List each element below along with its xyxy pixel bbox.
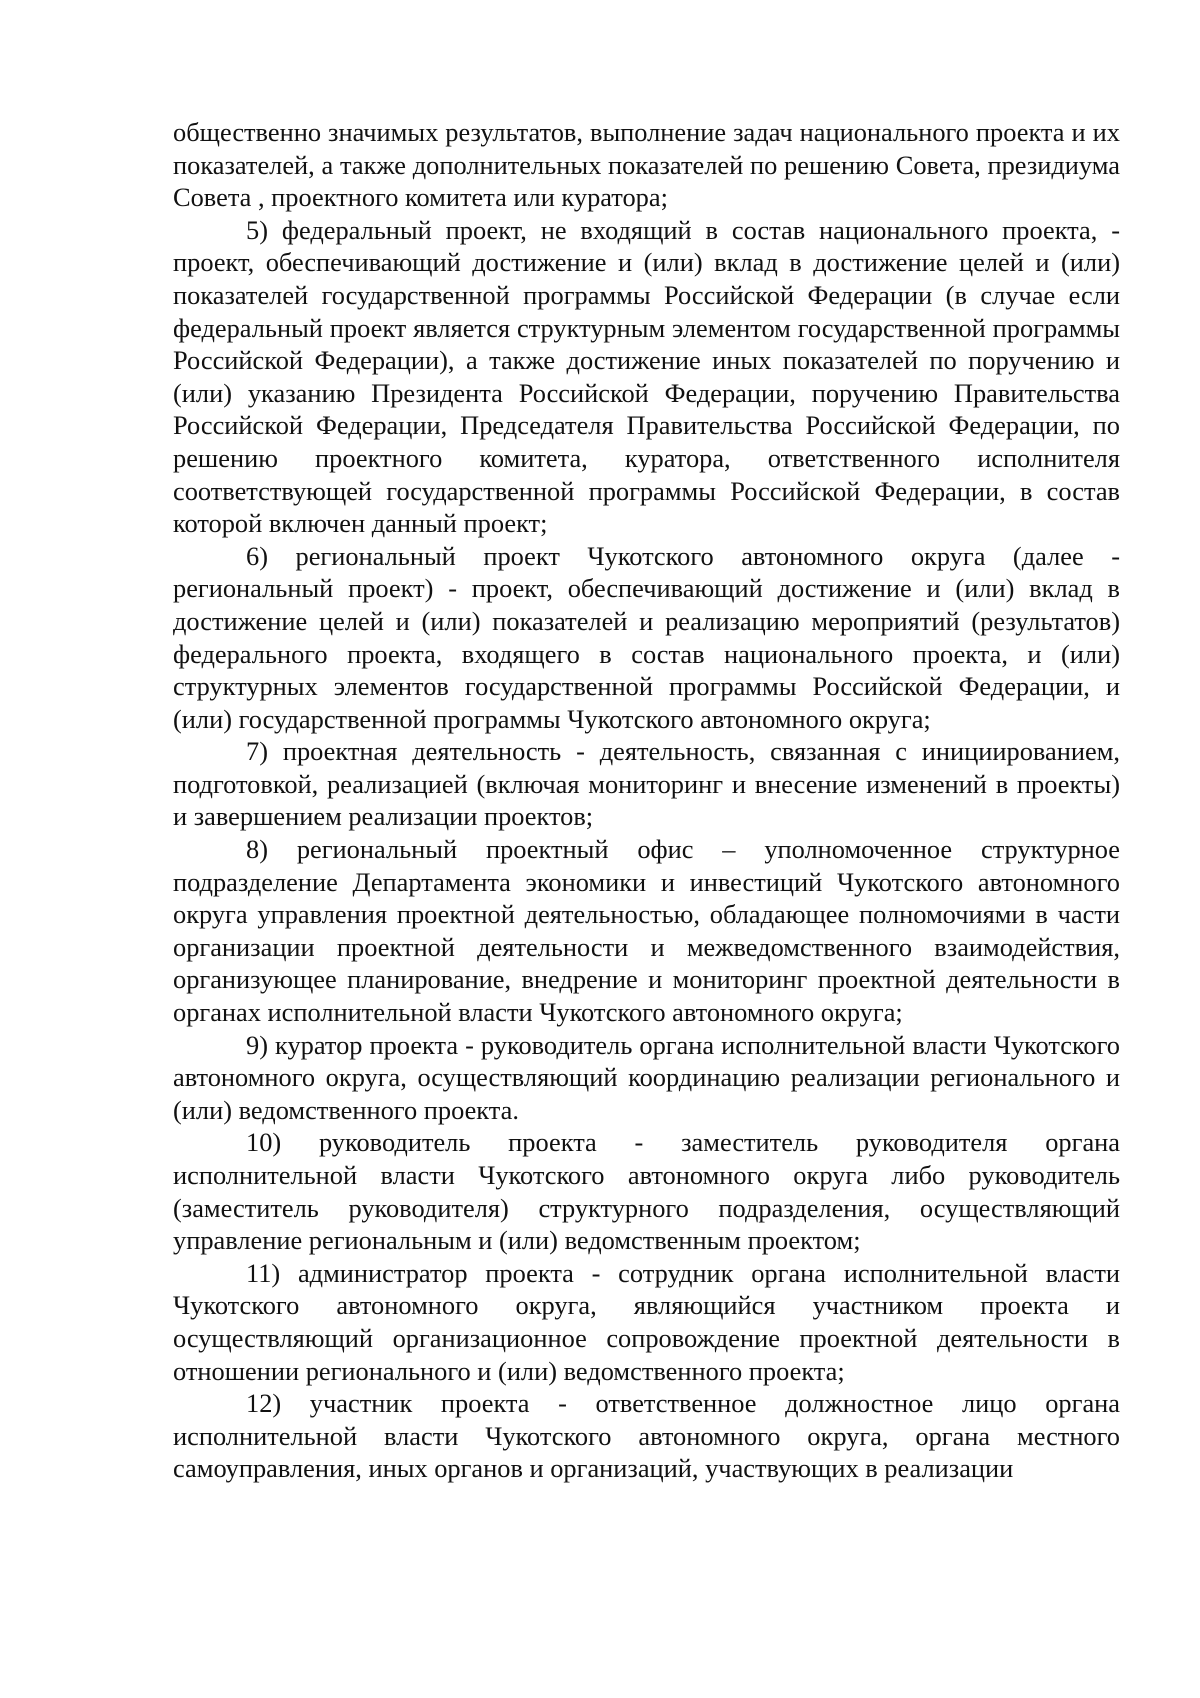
paragraph-item-12: 12) участник проекта - ответственное должностное лицо органа исполнительной власти Чукотского автономного округа, органа местного самоуправления, иных органов и организаций, участвующих в реализации xyxy=(173,1388,1120,1484)
document-page xyxy=(173,116,1120,1485)
paragraph-item-7: 7) проектная деятельность - деятельность, связанная с инициированием, подготовкой, реализацией (включая мониторинг и внесение изменений в проекты) и завершением реализации проектов; xyxy=(173,736,1120,832)
paragraph-item-8: 8) региональный проектный офис – уполномоченное структурное подразделение Департамента экономики и инвестиций Чукотского автономного округа управления проектной деятельностью, обладающее полномочиями в части организации проектной деятельности и межведомственного взаимодействия, организующее планирование, внедрение и мониторинг проектной деятельности в органах исполнительной власти Чукотского автономного округа; xyxy=(173,834,1120,1028)
paragraph-item-11: 11) администратор проекта - сотрудник органа исполнительной власти Чукотского автономного округа, являющийся участником проекта и осуществляющий организационное сопровождение проектной деятельности в отношении регионального и (или) ведомственного проекта; xyxy=(173,1257,1120,1386)
paragraph-item-10: 10) руководитель проекта - заместитель руководителя органа исполнительной власти Чукотского автономного округа либо руководитель (заместитель руководителя) структурного подразделения, осуществляющий управление региональным и (или) ведомственным проектом; xyxy=(173,1127,1120,1256)
paragraph-continuation: общественно значимых результатов, выполнение задач национального проекта и их показателей, а также дополнительных показателей по решению Совета, президиума Совета , проектного комитета или куратора; xyxy=(173,117,1120,213)
paragraph-item-6: 6) региональный проект Чукотского автономного округа (далее - региональный проект) - проект, обеспечивающий достижение и (или) вклад в достижение целей и (или) показателей и реализацию мероприятий (результатов) федерального проекта, входящего в состав национального проекта, и (или) структурных элементов государственной программы Российской Федерации, и (или) государственной программы Чукотского автономного округа; xyxy=(173,540,1120,734)
paragraph-item-5: 5) федеральный проект, не входящий в состав национального проекта, - проект, обеспечивающий достижение и (или) вклад в достижение целей и (или) показателей государственной программы Российской Федерации (в случае если федеральный проект является структурным элементом государственной программы Российской Федерации), а также достижение иных показателей по поручению и (или) указанию Президента Российской Федерации, поручению Правительства Российской Федерации, Председателя Правительства Российской Федерации, по решению проектного комитета, куратора, ответственного исполнителя соответствующей государственной программы Российской Федерации, в состав которой включен данный проект; xyxy=(173,214,1120,539)
paragraph-item-9: 9) куратор проекта - руководитель органа исполнительной власти Чукотского автономного округа, осуществляющий координацию реализации регионального и (или) ведомственного проекта. xyxy=(173,1029,1120,1125)
